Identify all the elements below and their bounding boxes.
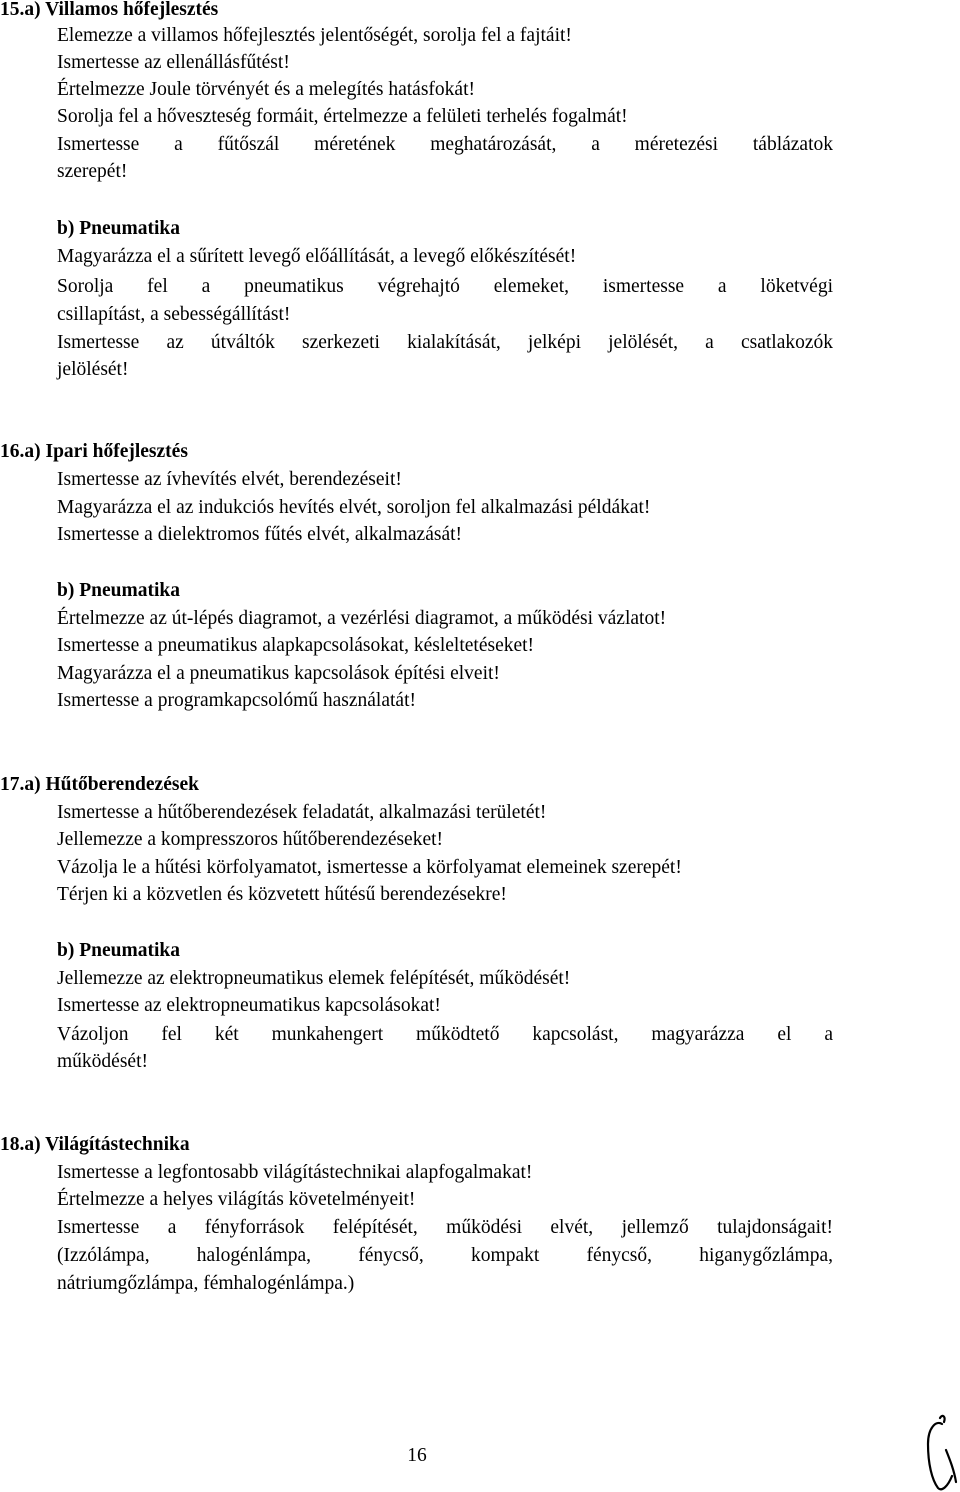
question-line: Értelmezze az út-lépés diagramot, a vezérlési diagramot, a működési vázlatot! (57, 608, 667, 629)
page-number: 16 (407, 1445, 427, 1466)
question-line: nátriumgőzlámpa, fémhalogénlámpa.) (57, 1273, 355, 1294)
section-number: 18. (0, 1134, 25, 1155)
section-title: a) Hűtőberendezések (24, 774, 199, 795)
section-number: 15. (0, 0, 25, 20)
question-line: Ismertesse az elektropneumatikus kapcsolásokat! (57, 995, 441, 1016)
question-line: Magyarázza el a sűrített levegő előállítását, a levegő előkészítését! (57, 246, 577, 267)
question-line: Ismertesse a fűtőszál méretének meghatározását, a méretezési táblázatok (57, 134, 833, 155)
question-line: Ismertesse az ívhevítés elvét, berendezéseit! (57, 469, 402, 490)
question-line: Ismertesse a programkapcsolómű használatát! (57, 690, 416, 711)
question-line: Sorolja fel a pneumatikus végrehajtó elemeket, ismertesse a löketvégi (57, 276, 833, 297)
question-line: (Izzólámpa, halogénlámpa, fénycső, kompakt fénycső, higanygőzlámpa, (57, 1245, 833, 1266)
section-16-heading (0, 439, 188, 464)
subsection-title: b) Pneumatika (57, 940, 180, 961)
question-line: Elemezze a villamos hőfejlesztés jelentőségét, sorolja fel a fajtáit! (57, 25, 572, 46)
question-line: Értelmezze a helyes világítás követelményeit! (57, 1189, 416, 1210)
section-title: a) Világítástechnika (24, 1134, 190, 1155)
subsection-title: b) Pneumatika (57, 218, 180, 239)
question-line: Ismertesse az ellenállásfűtést! (57, 52, 290, 73)
question-line: Ismertesse a fényforrások felépítését, működési elvét, jellemző tulajdonságait! (57, 1217, 833, 1238)
signature-mark (920, 1410, 960, 1492)
question-line: Ismertesse a legfontosabb világítástechnikai alapfogalmakat! (57, 1162, 533, 1183)
section-title: a) Villamos hőfejlesztés (24, 0, 219, 20)
question-line: Vázoljon fel két munkahengert működtető kapcsolást, magyarázza el a (57, 1024, 833, 1045)
question-line: Értelmezze Joule törvényét és a melegítés hatásfokát! (57, 79, 475, 100)
question-line: Magyarázza el az indukciós hevítés elvét, soroljon fel alkalmazási példákat! (57, 497, 651, 518)
question-line: Jellemezze a kompresszoros hűtőberendezéseket! (57, 829, 444, 850)
section-number: 16. (0, 441, 25, 462)
question-line: szerepét! (57, 161, 128, 182)
question-line: Ismertesse a hűtőberendezések feladatát, alkalmazási területét! (57, 802, 547, 823)
question-line: Magyarázza el a pneumatikus kapcsolások építési elveit! (57, 663, 500, 684)
question-line: Jellemezze az elektropneumatikus elemek felépítését, működését! (57, 968, 571, 989)
question-line: jelölését! (57, 359, 129, 380)
question-line: működését! (57, 1051, 148, 1072)
question-line: Térjen ki a közvetlen és közvetett hűtésű berendezésekre! (57, 884, 507, 905)
section-number: 17. (0, 774, 25, 795)
subsection-title: b) Pneumatika (57, 580, 180, 601)
question-line: csillapítást, a sebességállítást! (57, 304, 291, 325)
section-title: a) Ipari hőfejlesztés (24, 441, 188, 462)
question-line: Ismertesse az útváltók szerkezeti kialakítását, jelképi jelölését, a csatlakozók (57, 332, 833, 353)
section-17-heading (0, 772, 199, 797)
question-line: Sorolja fel a hőveszteség formáit, értelmezze a felületi terhelés fogalmát! (57, 106, 628, 127)
question-line: Vázolja le a hűtési körfolyamatot, ismertesse a körfolyamat elemeinek szerepét! (57, 857, 682, 878)
question-line: Ismertesse a dielektromos fűtés elvét, alkalmazását! (57, 524, 463, 545)
section-15-heading (0, 0, 218, 22)
section-18-heading (0, 1132, 190, 1157)
question-line: Ismertesse a pneumatikus alapkapcsolásokat, késleltetéseket! (57, 635, 535, 656)
